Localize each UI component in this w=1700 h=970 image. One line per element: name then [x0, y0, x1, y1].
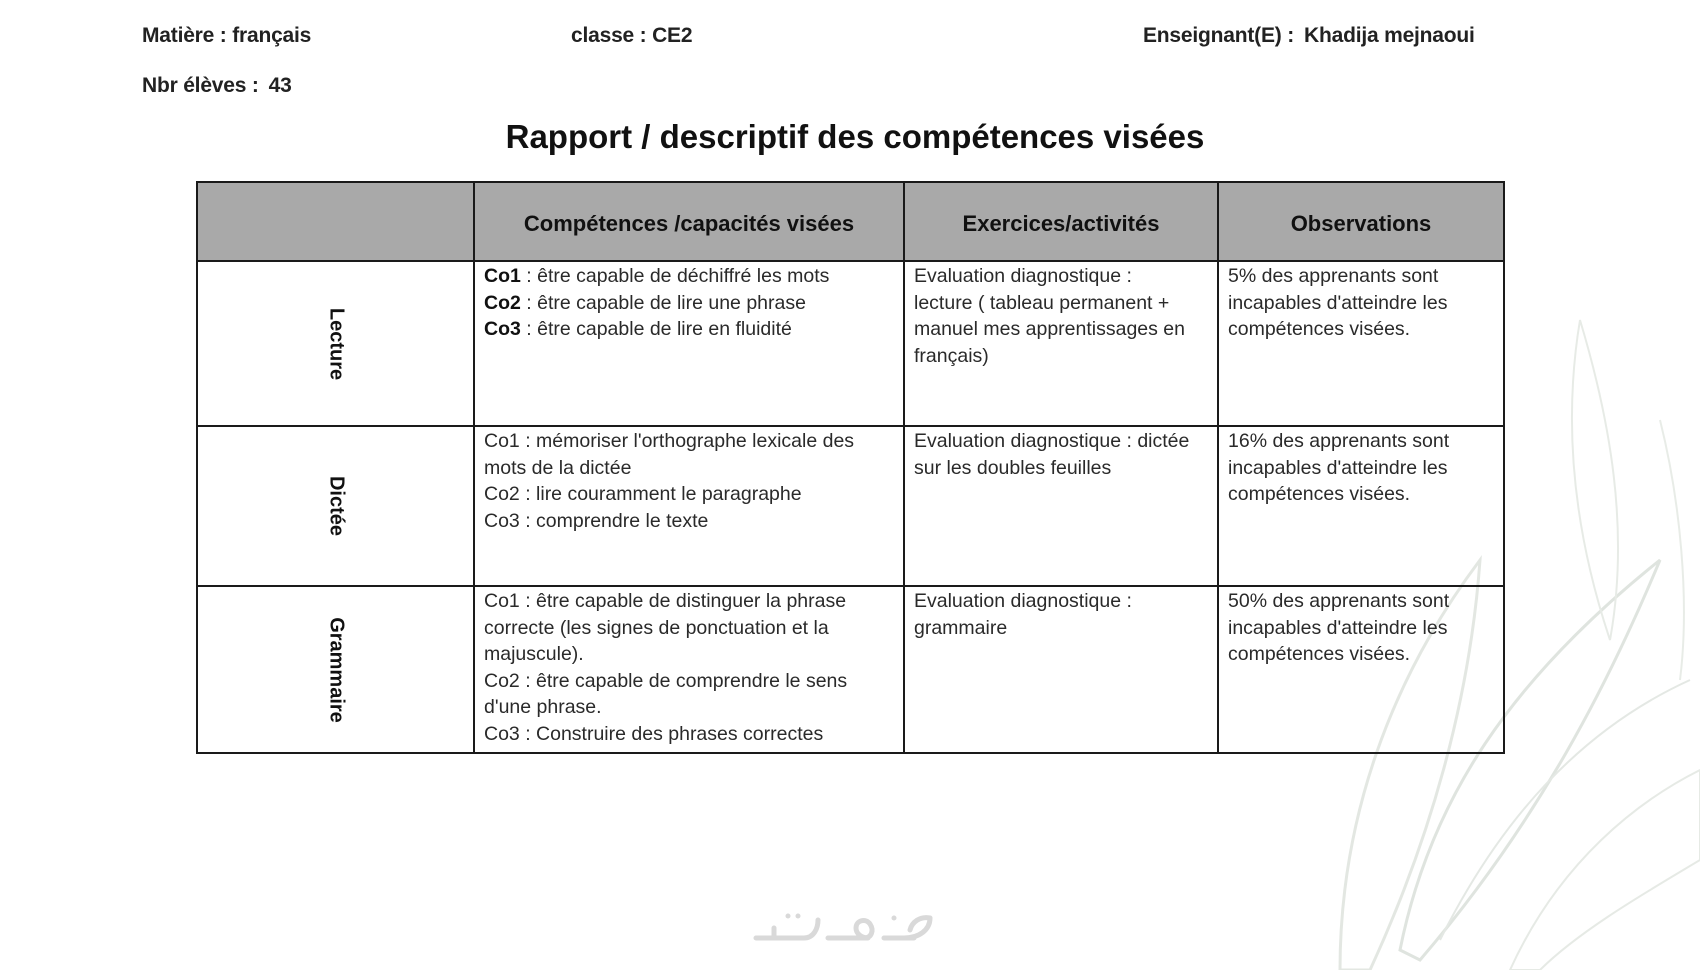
table-row [197, 586, 1504, 753]
column-header-subject [197, 182, 474, 261]
exercise-line: Evaluation diagnostique : dictée [914, 430, 1190, 452]
competence-line: Co3 : comprendre le texte [484, 509, 709, 532]
column-header-observations: Observations [1218, 182, 1504, 261]
competence-line: Co1 : être capable de distinguer la phrase [484, 590, 847, 612]
exercise-line: grammaire [914, 616, 1008, 639]
competence-text: : être capable de déchiffré les mots [520, 265, 830, 287]
exercise-line: lecture ( tableau permanent + [914, 291, 1170, 314]
competence-text: : être capable de lire une phrase [520, 291, 806, 314]
student-count-value: 43 [268, 74, 292, 97]
competence-line: d'une phrase. [484, 696, 602, 718]
competences-cell [474, 586, 904, 753]
table-header-row [197, 182, 1504, 261]
exercices-cell [904, 261, 1218, 426]
subject-label: Dictée [325, 475, 347, 537]
competence-text: : être capable de lire en fluidité [520, 318, 792, 340]
exercise-line: français) [914, 344, 989, 367]
subject-cell [197, 261, 474, 426]
competence-code: Co3 [484, 318, 521, 340]
exercise-line: Evaluation diagnostique : [914, 590, 1132, 612]
competence-line: correcte (les signes de ponctuation et la [484, 616, 829, 639]
observation-line: compétences visées. [1228, 643, 1411, 665]
student-count-field [142, 74, 292, 98]
column-header-exercices: Exercices/activités [904, 182, 1218, 261]
competences-cell [474, 426, 904, 586]
competence-item [484, 263, 895, 290]
exercices-cell [904, 426, 1218, 586]
table-row [197, 261, 1504, 426]
observations-cell [1218, 261, 1504, 426]
competence-code: Co1 [484, 265, 521, 287]
teacher-name: Khadija mejnaoui [1304, 24, 1475, 47]
observation-line: 5% des apprenants sont [1228, 265, 1439, 287]
exercise-line: Evaluation diagnostique : [914, 265, 1132, 287]
competence-code: Co2 [484, 291, 521, 314]
exercise-line: manuel mes apprentissages en [914, 318, 1185, 340]
subject-cell [197, 586, 474, 753]
competences-table [196, 181, 1505, 754]
page-title: Rapport / descriptif des compétences visées [505, 118, 1205, 155]
student-count-label: Nbr élèves : [142, 74, 259, 97]
exercices-cell [904, 586, 1218, 753]
competences-cell [474, 261, 904, 426]
competence-line: majuscule). [484, 643, 584, 665]
observation-line: compétences visées. [1228, 318, 1411, 340]
table-row [197, 426, 1504, 586]
competence-line: Co2 : être capable de comprendre le sens [484, 669, 848, 692]
competence-line: Co2 : lire couramment le paragraphe [484, 483, 802, 505]
observations-cell [1218, 426, 1504, 586]
observation-line: incapables d'atteindre les [1228, 291, 1448, 314]
competence-line: Co1 : mémoriser l'orthographe lexicale des [484, 430, 855, 452]
teacher-label: Enseignant(E) : [1143, 24, 1295, 47]
observation-line: 50% des apprenants sont [1228, 590, 1450, 612]
subject-field: Matière : français [142, 24, 312, 47]
competence-item [484, 316, 895, 343]
observation-line: compétences visées. [1228, 483, 1411, 505]
class-field: classe : CE2 [571, 24, 693, 47]
observation-line: incapables d'atteindre les [1228, 616, 1448, 639]
exercise-line: sur les doubles feuilles [914, 456, 1112, 479]
subject-label: Lecture [325, 307, 347, 380]
observation-line: incapables d'atteindre les [1228, 456, 1448, 479]
subject-cell [197, 426, 474, 586]
observations-cell [1218, 586, 1504, 753]
teacher-field [1143, 24, 1475, 48]
observation-line: 16% des apprenants sont [1228, 430, 1450, 452]
competence-item [484, 290, 895, 317]
column-header-competences: Compétences /capacités visées [474, 182, 904, 261]
competence-line: mots de la dictée [484, 456, 632, 479]
subject-label: Grammaire [325, 616, 347, 723]
competence-line: Co3 : Construire des phrases correctes [484, 722, 824, 745]
watermark-logo-icon [744, 898, 954, 958]
